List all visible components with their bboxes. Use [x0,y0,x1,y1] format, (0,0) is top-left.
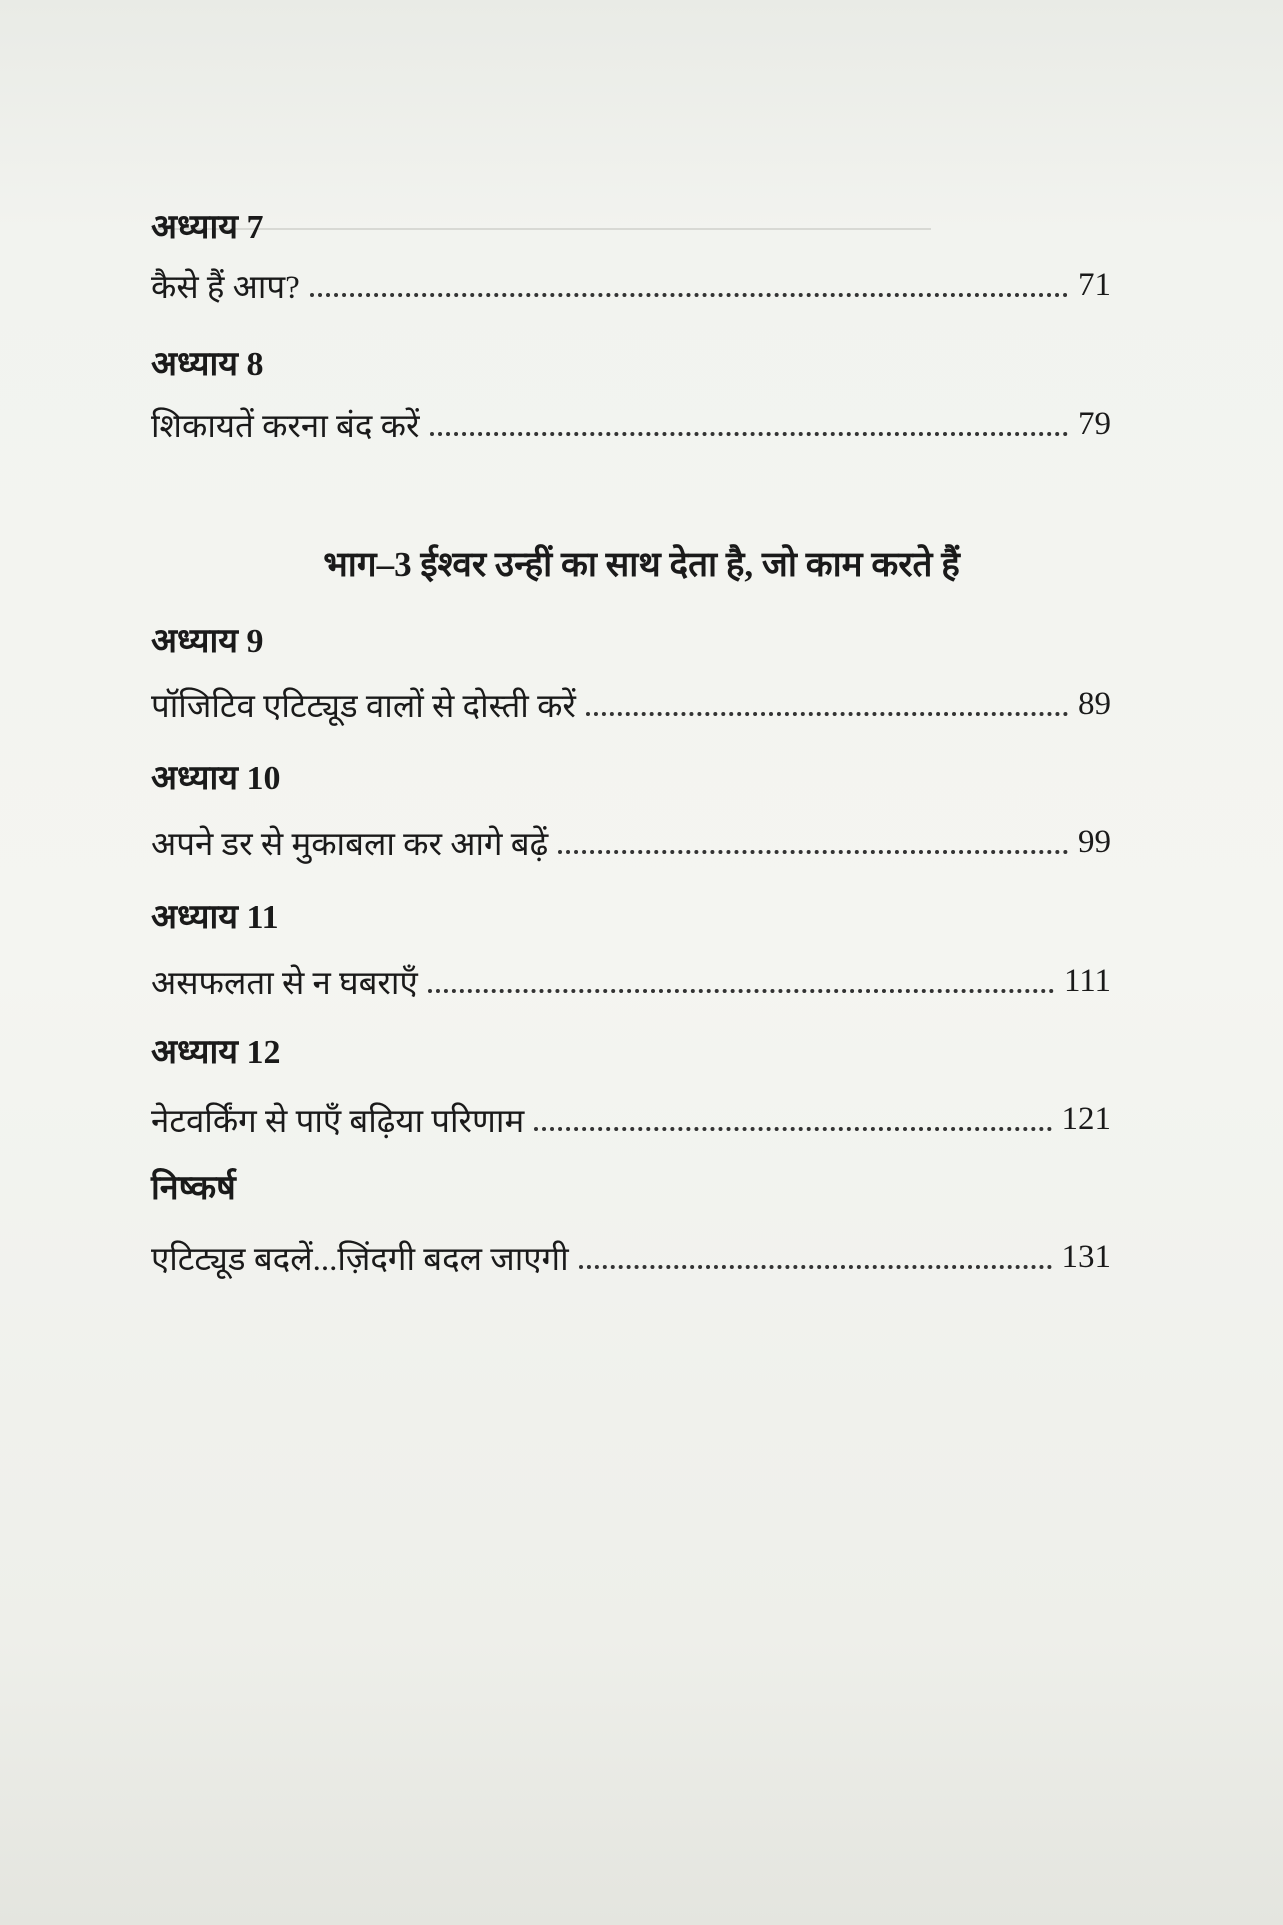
entry-title: नेटवर्किंग से पाएँ बढ़िया परिणाम [151,1103,525,1140]
toc-entry[interactable] [151,679,1111,729]
entry-title: पॉजिटिव एटिट्यूड वालों से दोस्ती करें [151,688,576,725]
chapter-heading: अध्याय 10 [151,760,281,797]
toc-entry[interactable] [151,399,1111,449]
page-number: 121 [1061,1100,1111,1137]
chapter-heading: अध्याय 8 [151,346,264,383]
chapter-heading: अध्याय 9 [151,623,264,660]
entry-title: असफलता से न घबराएँ [151,965,418,1002]
part-heading: भाग–3 ईश्वर उन्हीं का साथ देता है, जो काम करते हैं [323,545,960,584]
page-number: 79 [1078,405,1111,442]
dot-leader [579,1265,1052,1269]
toc-entry[interactable] [151,1094,1111,1144]
chapter-heading: अध्याय 7 [151,209,264,246]
dot-leader [428,989,1054,993]
dot-leader [534,1127,1051,1131]
chapter-heading: अध्याय 12 [151,1034,281,1071]
page-number: 111 [1063,962,1111,999]
page-number: 89 [1078,685,1111,722]
page-number: 131 [1061,1238,1111,1275]
dot-leader [430,432,1069,436]
page-number: 71 [1078,266,1111,303]
dot-leader [558,850,1068,854]
chapter-heading: अध्याय 11 [151,899,279,936]
page-number: 99 [1078,823,1111,860]
chapter-heading: निष्कर्ष [151,1170,236,1207]
toc-entry[interactable] [151,817,1111,867]
dot-leader [586,712,1068,716]
toc-entry[interactable] [151,956,1111,1006]
entry-title: एटिट्यूड बदलें...ज़िंदगी बदल जाएगी [151,1241,569,1278]
entry-title: अपने डर से मुकाबला कर आगे बढ़ें [151,826,549,863]
entry-title: शिकायतें करना बंद करें [151,408,420,445]
entry-title: कैसे हैं आप? [151,269,300,306]
toc-entry[interactable] [151,260,1111,310]
toc-entry[interactable] [151,1232,1111,1282]
dot-leader [310,293,1068,297]
